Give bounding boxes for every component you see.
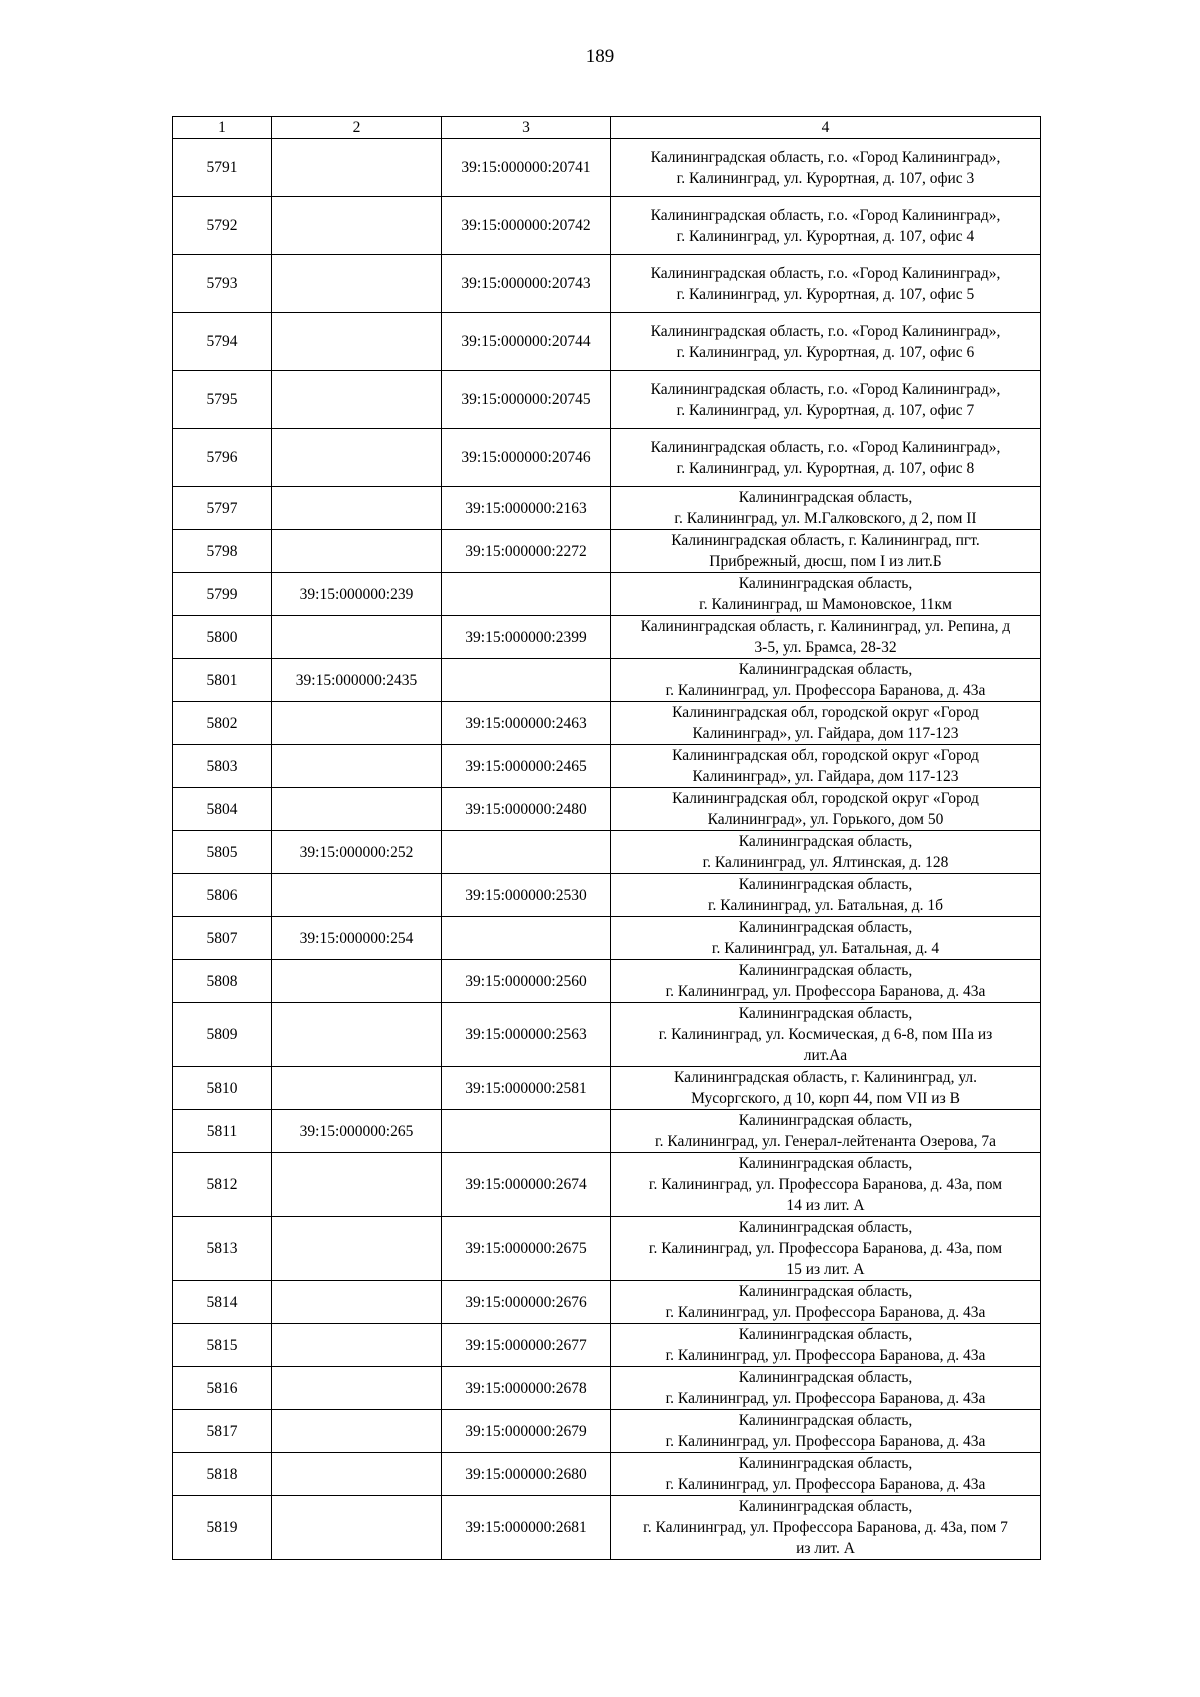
address-line: Калининградская область,: [738, 1369, 913, 1386]
row-number-cell: 5815: [173, 1324, 272, 1367]
cadastral-number-col2-cell: [272, 745, 442, 788]
address-line: г. Калининград, ул. Профессора Баранова, д. 43а: [665, 1390, 986, 1407]
table-row: [173, 487, 1041, 530]
address-cell: [611, 1153, 1041, 1217]
address-line: г. Калининград, ул. Профессора Баранова, д. 43а: [665, 682, 986, 699]
cadastral-number-col3-cell: 39:15:000000:2678: [442, 1367, 611, 1410]
row-number-cell: 5796: [173, 429, 272, 487]
address-line: 15 из лит. А: [786, 1261, 865, 1278]
address-line: Калининградская область, г. Калининград, ул. Репина, д: [640, 618, 1011, 635]
table-row: [173, 1110, 1041, 1153]
address-line: Калининградская область,: [738, 1005, 913, 1022]
address-cell: [611, 487, 1041, 530]
registry-table: [172, 116, 1041, 1560]
cadastral-number-col3-cell: 39:15:000000:2399: [442, 616, 611, 659]
cadastral-number-col2-cell: 39:15:000000:254: [272, 917, 442, 960]
cadastral-number-col2-cell: [272, 788, 442, 831]
address-line: г. Калининград, ш Мамоновское, 11км: [699, 596, 952, 613]
cadastral-number-col2-cell: [272, 429, 442, 487]
address-cell: [611, 1110, 1041, 1153]
table-row: [173, 1496, 1041, 1560]
row-number-cell: 5795: [173, 371, 272, 429]
cadastral-number-col3-cell: 39:15:000000:20742: [442, 197, 611, 255]
cadastral-number-col2-cell: [272, 1324, 442, 1367]
cadastral-number-col3-cell: 39:15:000000:2675: [442, 1217, 611, 1281]
address-line: 14 из лит. А: [786, 1197, 865, 1214]
cadastral-number-col2-cell: [272, 197, 442, 255]
row-number-cell: 5804: [173, 788, 272, 831]
table-row: [173, 1410, 1041, 1453]
cadastral-number-col2-cell: [272, 1410, 442, 1453]
cadastral-number-col2-cell: [272, 1281, 442, 1324]
address-cell: [611, 139, 1041, 197]
address-line: г. Калининград, ул. Космическая, д 6-8, пом IIIа из: [658, 1026, 993, 1043]
row-number-cell: 5798: [173, 530, 272, 573]
table-row: [173, 1453, 1041, 1496]
table-row: [173, 1324, 1041, 1367]
address-line: г. Калининград, ул. Профессора Баранова, д. 43а: [665, 983, 986, 1000]
row-number-cell: 5814: [173, 1281, 272, 1324]
cadastral-number-col2-cell: 39:15:000000:2435: [272, 659, 442, 702]
table-row: [173, 917, 1041, 960]
table-header-row: [173, 117, 1041, 139]
address-line: г. Калининград, ул. Курортная, д. 107, офис 3: [676, 169, 975, 187]
address-line: г. Калининград, ул. Курортная, д. 107, офис 5: [676, 285, 975, 303]
table-row: [173, 616, 1041, 659]
address-line: г. Калининград, ул. Профессора Баранова, д. 43а, пом 7: [643, 1519, 1008, 1536]
row-number-cell: 5809: [173, 1003, 272, 1067]
address-line: Калининград», ул. Гайдара, дом 117-123: [692, 768, 959, 785]
table-row: [173, 702, 1041, 745]
table-row: [173, 745, 1041, 788]
address-line: Калининградская обл, городской округ «Город: [672, 790, 979, 807]
cadastral-number-col3-cell: 39:15:000000:2674: [442, 1153, 611, 1217]
column-header-1: 1: [173, 117, 272, 139]
address-line: лит.Аа: [803, 1047, 848, 1064]
address-line: Калининград», ул. Гайдара, дом 117-123: [692, 725, 959, 742]
table-row: [173, 1153, 1041, 1217]
address-line: г. Калининград, ул. Курортная, д. 107, офис 7: [676, 401, 975, 419]
address-line: Калининградская обл, городской округ «Город: [672, 704, 979, 721]
cadastral-number-col2-cell: [272, 313, 442, 371]
cadastral-number-col3-cell: 39:15:000000:2272: [442, 530, 611, 573]
table-row: [173, 371, 1041, 429]
row-number-cell: 5792: [173, 197, 272, 255]
cadastral-number-col2-cell: [272, 487, 442, 530]
cadastral-number-col3-cell: 39:15:000000:2530: [442, 874, 611, 917]
cadastral-number-col3-cell: [442, 659, 611, 702]
address-line: г. Калининград, ул. Ялтинская, д. 128: [702, 854, 949, 871]
table-row: [173, 659, 1041, 702]
table-row: [173, 197, 1041, 255]
table-row: [173, 1067, 1041, 1110]
address-line: Калининградская область,: [738, 1455, 913, 1472]
cadastral-number-col2-cell: 39:15:000000:265: [272, 1110, 442, 1153]
address-line: Калининградская область,: [738, 962, 913, 979]
cadastral-number-col3-cell: 39:15:000000:2563: [442, 1003, 611, 1067]
address-line: Калининградская область,: [738, 1219, 913, 1236]
cadastral-number-col3-cell: 39:15:000000:2681: [442, 1496, 611, 1560]
table-row: [173, 1003, 1041, 1067]
address-cell: [611, 1367, 1041, 1410]
address-line: Калининградская область, г. Калининград, пгт.: [671, 532, 980, 549]
row-number-cell: 5810: [173, 1067, 272, 1110]
row-number-cell: 5793: [173, 255, 272, 313]
address-line: г. Калининград, ул. М.Галковского, д 2, пом II: [674, 510, 977, 527]
table-row: [173, 874, 1041, 917]
cadastral-number-col2-cell: 39:15:000000:252: [272, 831, 442, 874]
address-cell: [611, 371, 1041, 429]
row-number-cell: 5801: [173, 659, 272, 702]
cadastral-number-col3-cell: 39:15:000000:2560: [442, 960, 611, 1003]
row-number-cell: 5791: [173, 139, 272, 197]
address-line: г. Калининград, ул. Профессора Баранова, д. 43а: [665, 1304, 986, 1321]
address-line: г. Калининград, ул. Курортная, д. 107, офис 8: [676, 459, 975, 477]
address-cell: [611, 197, 1041, 255]
address-line: Калининград», ул. Горького, дом 50: [707, 811, 944, 828]
address-line: г. Калининград, ул. Генерал-лейтенанта Озерова, 7а: [655, 1133, 996, 1150]
row-number-cell: 5800: [173, 616, 272, 659]
cadastral-number-col3-cell: [442, 917, 611, 960]
address-cell: [611, 1410, 1041, 1453]
address-line: Калининградская область,: [738, 661, 913, 678]
address-line: Калининградская область,: [738, 1412, 913, 1429]
address-line: г. Калининград, ул. Профессора Баранова, д. 43а, пом: [648, 1176, 1003, 1193]
table-row: [173, 255, 1041, 313]
page-number: 189: [585, 46, 615, 67]
table-row: [173, 139, 1041, 197]
address-line: Калининградская область, г.о. «Город Калининград»,: [650, 438, 1001, 456]
table-row: [173, 530, 1041, 573]
address-line: г. Калининград, ул. Курортная, д. 107, офис 6: [676, 343, 975, 361]
address-line: Калининградская область,: [738, 1498, 913, 1515]
address-line: Калининградская область, г.о. «Город Калининград»,: [650, 322, 1001, 340]
cadastral-number-col2-cell: [272, 371, 442, 429]
address-cell: [611, 917, 1041, 960]
column-header-2: 2: [272, 117, 442, 139]
cadastral-number-col2-cell: [272, 255, 442, 313]
address-cell: [611, 874, 1041, 917]
table-row: [173, 573, 1041, 616]
cadastral-number-col2-cell: [272, 1496, 442, 1560]
address-cell: [611, 702, 1041, 745]
cadastral-number-col2-cell: [272, 702, 442, 745]
cadastral-number-col2-cell: [272, 960, 442, 1003]
cadastral-number-col3-cell: 39:15:000000:20744: [442, 313, 611, 371]
address-line: Прибрежный, дюсш, пом I из лит.Б: [709, 553, 942, 570]
address-line: из лит. А: [796, 1540, 855, 1557]
row-number-cell: 5808: [173, 960, 272, 1003]
cadastral-number-col3-cell: [442, 831, 611, 874]
table-row: [173, 960, 1041, 1003]
row-number-cell: 5811: [173, 1110, 272, 1153]
address-line: Калининградская область,: [738, 919, 913, 936]
address-line: г. Калининград, ул. Профессора Баранова, д. 43а: [665, 1433, 986, 1450]
address-cell: [611, 429, 1041, 487]
column-header-3: 3: [442, 117, 611, 139]
address-line: г. Калининград, ул. Батальная, д. 1б: [707, 897, 944, 914]
cadastral-number-col2-cell: [272, 1153, 442, 1217]
address-cell: [611, 1496, 1041, 1560]
cadastral-number-col3-cell: 39:15:000000:20745: [442, 371, 611, 429]
address-cell: [611, 1324, 1041, 1367]
address-cell: [611, 616, 1041, 659]
cadastral-number-col2-cell: [272, 1067, 442, 1110]
row-number-cell: 5817: [173, 1410, 272, 1453]
address-line: Калининградская область, г.о. «Город Калининград»,: [650, 148, 1001, 166]
cadastral-number-col2-cell: [272, 1217, 442, 1281]
cadastral-number-col3-cell: [442, 573, 611, 616]
address-line: Калининградская область,: [738, 1112, 913, 1129]
row-number-cell: 5813: [173, 1217, 272, 1281]
address-line: Калининградская область, г.о. «Город Калининград»,: [650, 380, 1001, 398]
cadastral-number-col3-cell: [442, 1110, 611, 1153]
table-row: [173, 831, 1041, 874]
cadastral-number-col2-cell: [272, 139, 442, 197]
address-cell: [611, 831, 1041, 874]
table-row: [173, 313, 1041, 371]
row-number-cell: 5803: [173, 745, 272, 788]
cadastral-number-col2-cell: [272, 1003, 442, 1067]
cadastral-number-col2-cell: [272, 616, 442, 659]
address-line: г. Калининград, ул. Курортная, д. 107, офис 4: [676, 227, 975, 245]
address-line: Мусоргского, д 10, корп 44, пом VII из В: [691, 1090, 960, 1107]
cadastral-number-col3-cell: 39:15:000000:20741: [442, 139, 611, 197]
address-line: Калининградская область,: [738, 1155, 913, 1172]
row-number-cell: 5818: [173, 1453, 272, 1496]
cadastral-number-col3-cell: 39:15:000000:2679: [442, 1410, 611, 1453]
address-cell: [611, 1067, 1041, 1110]
table-body: [173, 139, 1041, 1560]
address-cell: [611, 573, 1041, 616]
row-number-cell: 5806: [173, 874, 272, 917]
table-row: [173, 1281, 1041, 1324]
row-number-cell: 5816: [173, 1367, 272, 1410]
column-header-4: 4: [611, 117, 1041, 139]
row-number-cell: 5794: [173, 313, 272, 371]
address-cell: [611, 1453, 1041, 1496]
address-line: г. Калининград, ул. Профессора Баранова, д. 43а: [665, 1476, 986, 1493]
row-number-cell: 5802: [173, 702, 272, 745]
row-number-cell: 5819: [173, 1496, 272, 1560]
address-cell: [611, 313, 1041, 371]
address-line: 3-5, ул. Брамса, 28-32: [754, 639, 897, 656]
address-cell: [611, 659, 1041, 702]
address-cell: [611, 788, 1041, 831]
address-line: Калининградская область,: [738, 876, 913, 893]
cadastral-number-col3-cell: 39:15:000000:2465: [442, 745, 611, 788]
address-cell: [611, 255, 1041, 313]
row-number-cell: 5799: [173, 573, 272, 616]
address-line: Калининградская область, г. Калининград, ул.: [673, 1069, 978, 1086]
address-cell: [611, 530, 1041, 573]
address-line: Калининградская область,: [738, 489, 913, 506]
address-cell: [611, 745, 1041, 788]
address-line: г. Калининград, ул. Профессора Баранова, д. 43а: [665, 1347, 986, 1364]
cadastral-number-col2-cell: [272, 530, 442, 573]
address-line: г. Калининград, ул. Батальная, д. 4: [711, 940, 940, 957]
address-cell: [611, 1003, 1041, 1067]
address-line: Калининградская область,: [738, 1326, 913, 1343]
address-line: Калининградская область, г.о. «Город Калининград»,: [650, 264, 1001, 282]
table-row: [173, 429, 1041, 487]
cadastral-number-col2-cell: [272, 1453, 442, 1496]
cadastral-number-col2-cell: [272, 874, 442, 917]
cadastral-number-col3-cell: 39:15:000000:2677: [442, 1324, 611, 1367]
cadastral-number-col3-cell: 39:15:000000:20743: [442, 255, 611, 313]
address-line: Калининградская обл, городской округ «Город: [672, 747, 979, 764]
address-cell: [611, 960, 1041, 1003]
cadastral-number-col3-cell: 39:15:000000:2581: [442, 1067, 611, 1110]
row-number-cell: 5812: [173, 1153, 272, 1217]
cadastral-number-col3-cell: 39:15:000000:20746: [442, 429, 611, 487]
cadastral-number-col3-cell: 39:15:000000:2676: [442, 1281, 611, 1324]
cadastral-number-col2-cell: [272, 1367, 442, 1410]
table-row: [173, 788, 1041, 831]
cadastral-number-col2-cell: 39:15:000000:239: [272, 573, 442, 616]
address-line: Калининградская область,: [738, 575, 913, 592]
address-cell: [611, 1281, 1041, 1324]
address-cell: [611, 1217, 1041, 1281]
table-row: [173, 1217, 1041, 1281]
cadastral-number-col3-cell: 39:15:000000:2680: [442, 1453, 611, 1496]
row-number-cell: 5805: [173, 831, 272, 874]
row-number-cell: 5807: [173, 917, 272, 960]
cadastral-number-col3-cell: 39:15:000000:2163: [442, 487, 611, 530]
cadastral-number-col3-cell: 39:15:000000:2480: [442, 788, 611, 831]
address-line: Калининградская область,: [738, 833, 913, 850]
address-line: г. Калининград, ул. Профессора Баранова, д. 43а, пом: [648, 1240, 1003, 1257]
cadastral-number-col3-cell: 39:15:000000:2463: [442, 702, 611, 745]
address-line: Калининградская область,: [738, 1283, 913, 1300]
address-line: Калининградская область, г.о. «Город Калининград»,: [650, 206, 1001, 224]
row-number-cell: 5797: [173, 487, 272, 530]
table-row: [173, 1367, 1041, 1410]
